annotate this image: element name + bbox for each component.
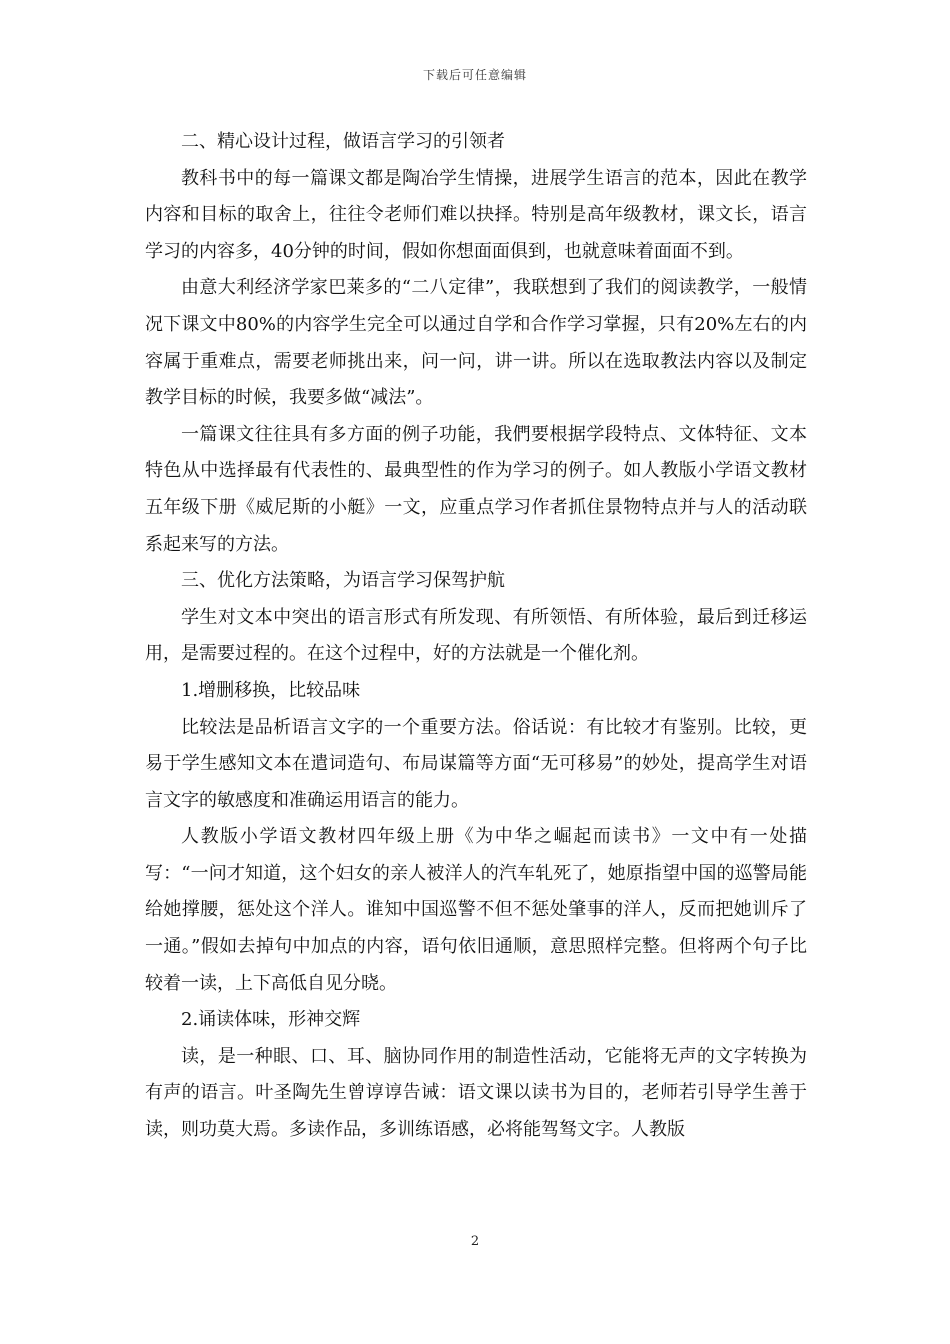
page-number: 2 [470,1234,480,1249]
section-heading: 二、精心设计过程，做语言学习的引领者 [181,131,505,152]
section-heading: 三、优化方法策略，为语言学习保驾护航 [181,570,505,592]
paragraph: 一篇课文往往具有多方面的例子功能，我們要根据学段特点、文体特征、文本特色从中选择最有代表性的、最典型性的作为学习的例子。如人教版小学语文教材五年级下册《威尼斯的小艇》一文，应重点学习作者抓住景物特点并与人的活动联系起来写的方法。 [145,423,807,555]
subsection-heading: 2.诵读体味，形神交辉 [181,1009,361,1031]
document-body [145,124,807,1149]
paragraph: 读，是一种眼、口、耳、脑协同作用的制造性活动，它能将无声的文字转换为有声的语言。叶圣陶先生曾谆谆告诫：语文课以读书为目的，老师若引导学生善于读，则功莫大焉。多读作品，多训练语感，必将能驾驽文字。人教版 [145,1045,807,1141]
header-note: 下载后可任意编辑 [422,68,527,82]
paragraph: 人教版小学语文教材四年级上册《为中华之崛起而读书》一文中有一处描写：“一问才知道，这个妇女的亲人被洋人的汽车轧死了，她原指望中国的巡警局能给她撑腰，惩处这个洋人。谁知中国巡警不但不惩处肇事的洋人，反而把她训斥了一通。”假如去掉句中加点的内容，语句依旧通顺，意思照样完整。但将两个句子比较着一读，上下高低自见分晓。 [145,826,807,994]
paragraph: 由意大利经济学家巴莱多的“二八定律”，我联想到了我们的阅读教学，一般情况下课文中80%的内容学生完全可以通过自学和合作学习掌握，只有20%左右的内容属于重难点，需要老师挑出来，问一问，讲一讲。所以在选取教法内容以及制定教学目标的时候，我要多做“减法”。 [145,277,807,409]
paragraph: 学生对文本中突出的语言形式有所发现、有所领悟、有所体验，最后到迁移运用，是需要过程的。在这个过程中，好的方法就是一个催化剂。 [145,606,807,665]
paragraph: 教科书中的每一篇课文都是陶冶学生情操，进展学生语言的范本，因此在教学内容和目标的取舍上，往往令老师们难以抉择。特别是高年级教材，课文长，语言学习的内容多，40分钟的时间，假如你想面面俱到，也就意味着面面不到。 [145,167,807,262]
paragraph: 比较法是品析语言文字的一个重要方法。俗话说：有比较才有鉴别。比较，更易于学生感知文本在遣词造句、布局谋篇等方面“无可移易”的妙处，提高学生对语言文字的敏感度和准确运用语言的能力。 [145,716,807,811]
subsection-heading: 1.增删移换，比较品味 [181,679,361,701]
